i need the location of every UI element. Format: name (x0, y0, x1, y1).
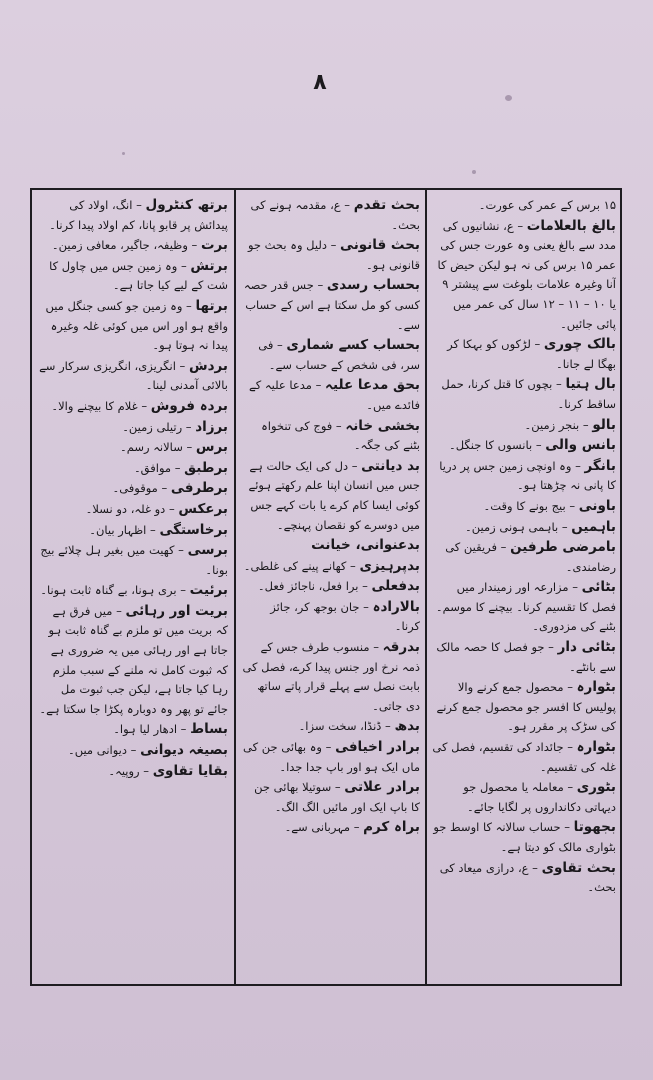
entry-separator: – (350, 820, 364, 835)
dictionary-entry (38, 397, 228, 417)
dictionary-entry (432, 638, 616, 677)
entry-separator: – (146, 522, 160, 537)
entry-separator: – (532, 438, 546, 453)
dictionary-entry (38, 357, 228, 396)
dictionary-entry (242, 376, 420, 415)
entry-headword: برخاستگی (159, 521, 228, 538)
entry-headword: بالارادہ (372, 598, 420, 615)
entry-definition: وہ زمین جس میں چاول کا شت کے لیے کیا جاتا ہے۔ (49, 258, 228, 293)
dictionary-entry (242, 598, 420, 637)
entry-definition: بنجر زمین۔ (524, 417, 580, 432)
entry-definition: ۱۵ برس کے عمر کی عورت۔ (478, 198, 616, 212)
entry-separator: – (348, 458, 362, 473)
entry-definition: انگ، اولاد کی پیدائش پر قابو پانا، کم اولاد پیدا کرنا۔ (49, 198, 228, 232)
entry-definition: بچوں کا قتل کرنا، حمل ساقط کرنا۔ (441, 377, 616, 411)
entry-definition: دیوانی میں۔ (67, 743, 127, 758)
entry-separator: – (157, 481, 171, 496)
column-divider (234, 190, 236, 984)
entry-headword: بحق مدعا علیہ (325, 377, 420, 394)
entry-headword: بحث تقاوی (541, 859, 616, 876)
dictionary-entry (432, 457, 616, 496)
entry-definition: وہ بھائی جن کی ماں ایک ہو اور باپ جدا جدا۔ (243, 740, 420, 774)
entry-headword: بامرضی طرفین (510, 539, 616, 556)
dictionary-entry (432, 859, 616, 898)
entry-separator: – (182, 419, 196, 434)
dictionary-entry (38, 418, 228, 438)
entry-headword: بدعنوانی، خیانت (311, 537, 420, 554)
dictionary-entry (242, 818, 420, 838)
entry-separator: – (139, 763, 153, 778)
entry-separator: – (127, 743, 141, 758)
entry-separator: – (513, 218, 527, 233)
dictionary-entry (242, 336, 420, 375)
entry-headword: بریت اور رہائی (125, 602, 228, 619)
entry-separator: – (132, 198, 146, 212)
entry-headword: بالغ بالعلامات (526, 217, 616, 234)
entry-definition: باہمی ہونی زمین۔ (465, 519, 559, 534)
entry-separator: – (311, 378, 326, 393)
dictionary-entry (432, 436, 616, 456)
column-middle (242, 196, 420, 980)
entry-separator: – (326, 238, 341, 253)
entry-headword: بالک چوری (543, 336, 616, 353)
entry-definition: میں فرق ہے کہ بریت میں تو ملزم بے گناہ ثابت ہو جاتا ہے اور رہائی میں یہ ضروری ہے کہ ثبوت کامل نہ ملنے کے سبب ملزم رہا کیا جاتا ہے، لیکن جب ثبوت مل جائے تو پھر وہ دوبارہ پکڑا جا سکتا ہے۔ (39, 603, 228, 716)
entry-definition: کھیت میں بغیر ہل چلائے بیج بونا۔ (40, 543, 228, 577)
entry-separator: – (332, 418, 346, 433)
dictionary-entry (38, 257, 228, 296)
entry-separator: – (313, 278, 327, 293)
entry-headword: برئیت (189, 582, 228, 599)
entry-separator: – (563, 780, 577, 795)
dictionary-entry (432, 578, 616, 637)
entry-headword: براہ کرم (363, 819, 420, 836)
dictionary-entry (242, 236, 420, 275)
entry-separator: – (340, 198, 354, 212)
entry-separator: – (558, 519, 572, 534)
entry-separator: – (571, 458, 585, 473)
dictionary-entry (242, 778, 420, 817)
entry-headword: بجھوتا (573, 819, 616, 836)
entry-headword: بدفعلی (371, 578, 420, 595)
entry-headword: بالو (592, 416, 616, 433)
dictionary-entry (432, 335, 616, 374)
dictionary-entry (432, 196, 616, 216)
entry-separator: – (112, 603, 126, 618)
entry-definition: مہربانی سے۔ (284, 820, 351, 835)
entry-separator: – (322, 740, 336, 755)
dictionary-entry (242, 417, 420, 456)
entry-definition: وہ زمین جو کسی جنگل میں واقع ہو اور اس میں کوئی غلہ وغیرہ پیدا نہ ہوتا ہو۔ (45, 298, 228, 353)
entry-headword: بانس والی (545, 437, 616, 454)
entry-separator: – (579, 417, 593, 432)
dictionary-entry (38, 459, 228, 479)
entry-headword: بحث قانونی (340, 237, 420, 254)
dictionary-entry (38, 762, 228, 782)
entry-definition: روپیہ۔ (108, 763, 140, 778)
entry-separator: – (552, 377, 566, 392)
dictionary-entry (38, 236, 228, 256)
entry-definition: ادھار لیا ہوا۔ (113, 722, 178, 737)
entry-definition: بانسوں کا جنگل۔ (448, 438, 533, 453)
entry-definition: فوج کی تنخواہ بٹنے کی جگہ۔ (261, 418, 420, 453)
entry-definition: بری ہونا، بے گناہ ثابت ہونا۔ (40, 583, 177, 598)
dictionary-entry (432, 678, 616, 737)
dictionary-entry (242, 717, 420, 737)
dictionary-entry (242, 457, 420, 535)
entry-headword: برطبق (184, 459, 228, 476)
ink-stain (505, 95, 512, 101)
dictionary-entry (432, 518, 616, 538)
entry-headword: برادر علاتی (344, 779, 420, 796)
entry-definition: ع، نشانیوں کی مدد سے بالغ یعنی وہ عورت جس کی عمر ۱۵ برس کی نہ ہو لیکن حیض کا آنا وغیرہ علامات بلوغت سے پیشتر ۹ یا ۱۰ – ۱۱ – ۱۲ سال کی عمر میں پائی جائیں۔ (437, 218, 616, 331)
entry-separator: – (530, 337, 544, 352)
entry-headword: برادر اخیافی (335, 739, 420, 756)
entry-headword: بدپرہیزی (359, 557, 420, 574)
dictionary-entry (242, 557, 420, 577)
dictionary-entry (38, 741, 228, 761)
entry-headword: بٹائی (581, 579, 616, 596)
entry-definition: موافق۔ (133, 460, 172, 475)
entry-definition: منسوب طرف جس کے ذمہ نرخ اور جنس پیدا کرے، فصل کی بابت نصل سے پہلے قرار پاتے ساتھ دی جاتی۔ (242, 640, 420, 713)
entry-separator: – (346, 558, 360, 573)
dictionary-entry (242, 577, 420, 597)
entry-definition: وہ اونچی زمین جس پر دریا کا پانی نہ چڑھتا ہو۔ (439, 458, 616, 493)
entry-headword: بٹائی دار (557, 639, 616, 656)
entry-definition: مزارعہ اور زمیندار میں فصل کا تقسیم کرنا۔ بیچنے کا موسم۔ بٹنے کی مزدوری۔ (435, 580, 616, 634)
entry-separator: – (381, 719, 395, 734)
entry-definition: جان بوجھ کر، جائز کرنا۔ (270, 599, 420, 634)
entry-definition: برا فعل، ناجائز فعل۔ (257, 579, 359, 594)
entry-definition: معاملہ یا محصول جو دیہاتی دکانداروں پر لگایا جائے۔ (463, 780, 616, 814)
dictionary-entry (38, 602, 228, 720)
entry-definition: موقوفی۔ (112, 481, 158, 496)
entry-separator: – (544, 640, 558, 655)
entry-definition: انگریزی، انگریزی سرکار سے بالائی آمدنی لینا۔ (39, 358, 228, 393)
dictionary-entry (38, 720, 228, 740)
entry-separator: – (563, 740, 577, 755)
entry-definition: سالانہ رسم۔ (119, 440, 183, 455)
ink-stain (122, 152, 125, 155)
entry-headword: برطرفی (170, 480, 228, 497)
column-right (432, 196, 616, 980)
entry-separator: – (560, 820, 574, 835)
entry-headword: بدرقہ (382, 639, 420, 656)
entry-definition: کھانے پینے کی غلطی۔ (243, 558, 347, 573)
entry-headword: برتھ کنٹرول (145, 197, 228, 213)
entry-separator: – (568, 580, 582, 595)
dictionary-entry (432, 375, 616, 414)
page-number: ۸ (313, 70, 327, 95)
entry-separator: – (174, 543, 188, 558)
entry-headword: برزاد (195, 418, 228, 435)
entry-definition: دو غلہ، دو نسلا۔ (85, 501, 166, 516)
entry-separator: – (497, 540, 511, 555)
entry-definition: سوتیلا بھائی جن کا باپ ایک اور مائیں الگ الگ۔ (254, 780, 420, 814)
dictionary-entry (432, 217, 616, 335)
entry-headword: بٹوارہ (576, 679, 616, 696)
column-divider (425, 190, 427, 984)
dictionary-entry (38, 541, 228, 580)
entry-headword: بصیغہ دیوانی (140, 742, 228, 759)
entry-headword: باونی (578, 497, 616, 514)
dictionary-entry (38, 196, 228, 235)
entry-headword: بٹوارہ (576, 739, 616, 756)
entry-separator: – (187, 238, 201, 253)
entry-definition: جو فصل کا حصہ مالک سے بانٹے۔ (436, 640, 616, 674)
dictionary-entry (38, 438, 228, 458)
dictionary-entry (432, 738, 616, 777)
entry-headword: برتھا (195, 297, 228, 314)
dictionary-entry (242, 196, 420, 235)
entry-definition: لڑکوں کو بہکا کر بھگا لے جانا۔ (447, 337, 616, 371)
dictionary-entry (38, 479, 228, 499)
entry-definition: وظیفہ، جاگیر، معافی زمین۔ (51, 238, 188, 253)
entry-definition: اظہار بیان۔ (89, 522, 147, 537)
entry-separator: – (273, 338, 287, 353)
column-left (38, 196, 228, 980)
entry-headword: برعکس (178, 500, 228, 517)
entry-definition: مدعا علیہ کے فائدے میں۔ (249, 378, 420, 412)
entry-headword: بخشی خانہ (345, 417, 420, 434)
entry-headword: بحساب کسے شماری (286, 337, 420, 354)
entry-headword: بحث تقدم (353, 197, 420, 213)
dictionary-entry (38, 581, 228, 601)
entry-headword: باہمیں (571, 518, 616, 535)
dictionary-entry (432, 778, 616, 817)
dictionary-entry (242, 738, 420, 777)
entry-headword: بردہ فروش (150, 397, 228, 414)
entry-headword: بدھ (394, 718, 420, 735)
entry-separator: – (369, 640, 383, 655)
entry-separator: – (359, 599, 373, 614)
entry-definition: ع، مقدمہ ہونے کی بحث۔ (250, 198, 420, 232)
entry-definition: فریقین کی رضامندی۔ (445, 540, 616, 574)
entry-definition: جس قدر حصہ کسی کو مل سکتا ہے اس کے حساب سے۔ (243, 278, 420, 332)
entry-headword: بٹوری (576, 779, 616, 796)
entry-separator: – (331, 780, 345, 795)
entry-definition: دل کی ایک حالت ہے جس میں انسان اپنا علم رکھتے ہوئے کوئی ایسا کام کرے یا بات کہے جس میں دوسرے کو نقصان پہنچے۔ (248, 458, 420, 532)
entry-headword: بردش (188, 357, 228, 374)
dictionary-entry (38, 297, 228, 356)
dictionary-entry (242, 638, 420, 716)
entry-headword: بقایا تقاوی (152, 762, 228, 779)
dictionary-entry (432, 538, 616, 577)
dictionary-entry (38, 521, 228, 541)
entry-definition: فی سر، فی شخص کے حساب سے۔ (258, 338, 420, 372)
entry-separator: – (175, 358, 189, 373)
entry-separator: – (137, 398, 151, 413)
entry-separator: – (177, 258, 191, 273)
entry-definition: غلام کا بیچنے والا۔ (51, 398, 138, 413)
dictionary-entry (38, 500, 228, 520)
entry-headword: برس (195, 439, 228, 456)
dictionary-entry (242, 536, 420, 556)
ink-stain (472, 170, 476, 174)
entry-separator: – (182, 440, 196, 455)
entry-separator: – (182, 298, 196, 313)
entry-headword: بد دیانتی (361, 457, 420, 474)
dictionary-entry (432, 416, 616, 436)
dictionary-entry (242, 276, 420, 335)
entry-headword: بساط (190, 721, 228, 738)
entry-separator: – (177, 722, 191, 737)
entry-definition: رتیلی زمین۔ (122, 419, 183, 434)
entry-definition: بیج بونے کا وقت۔ (483, 498, 566, 513)
entry-separator: – (358, 579, 372, 594)
entry-headword: برت (200, 237, 228, 254)
entry-headword: بانگر (584, 457, 616, 474)
entry-separator: – (528, 860, 542, 875)
entry-definition: حساب سالانہ کا اوسط جو بٹواری مالک کو دیتا ہے۔ (433, 820, 616, 854)
entry-definition: محصول جمع کرنے والا پولیس کا افسر جو محصول جمع کرنے کی سڑک پر مقرر ہو۔ (436, 680, 616, 734)
entry-separator: – (171, 460, 185, 475)
entry-separator: – (563, 680, 577, 695)
entry-headword: برتش (190, 257, 228, 274)
entry-separator: – (176, 583, 190, 598)
dictionary-entry (432, 497, 616, 517)
entry-separator: – (165, 501, 179, 516)
entry-definition: ع، درازی میعاد کی بحث۔ (439, 860, 616, 895)
entry-headword: بال ہتیا (565, 376, 616, 393)
entry-definition: جائداد کی تقسیم، فصل کی غلہ کی تقسیم۔ (432, 740, 616, 774)
entry-headword: بحساب رسدی (326, 277, 420, 294)
entry-separator: – (565, 498, 579, 513)
entry-headword: برسی (187, 542, 228, 559)
dictionary-entry (432, 818, 616, 857)
entry-definition: دلیل وہ بحث جو قانونی ہو۔ (247, 238, 420, 272)
entry-definition: ڈنڈا، سخت سزا۔ (298, 719, 382, 734)
